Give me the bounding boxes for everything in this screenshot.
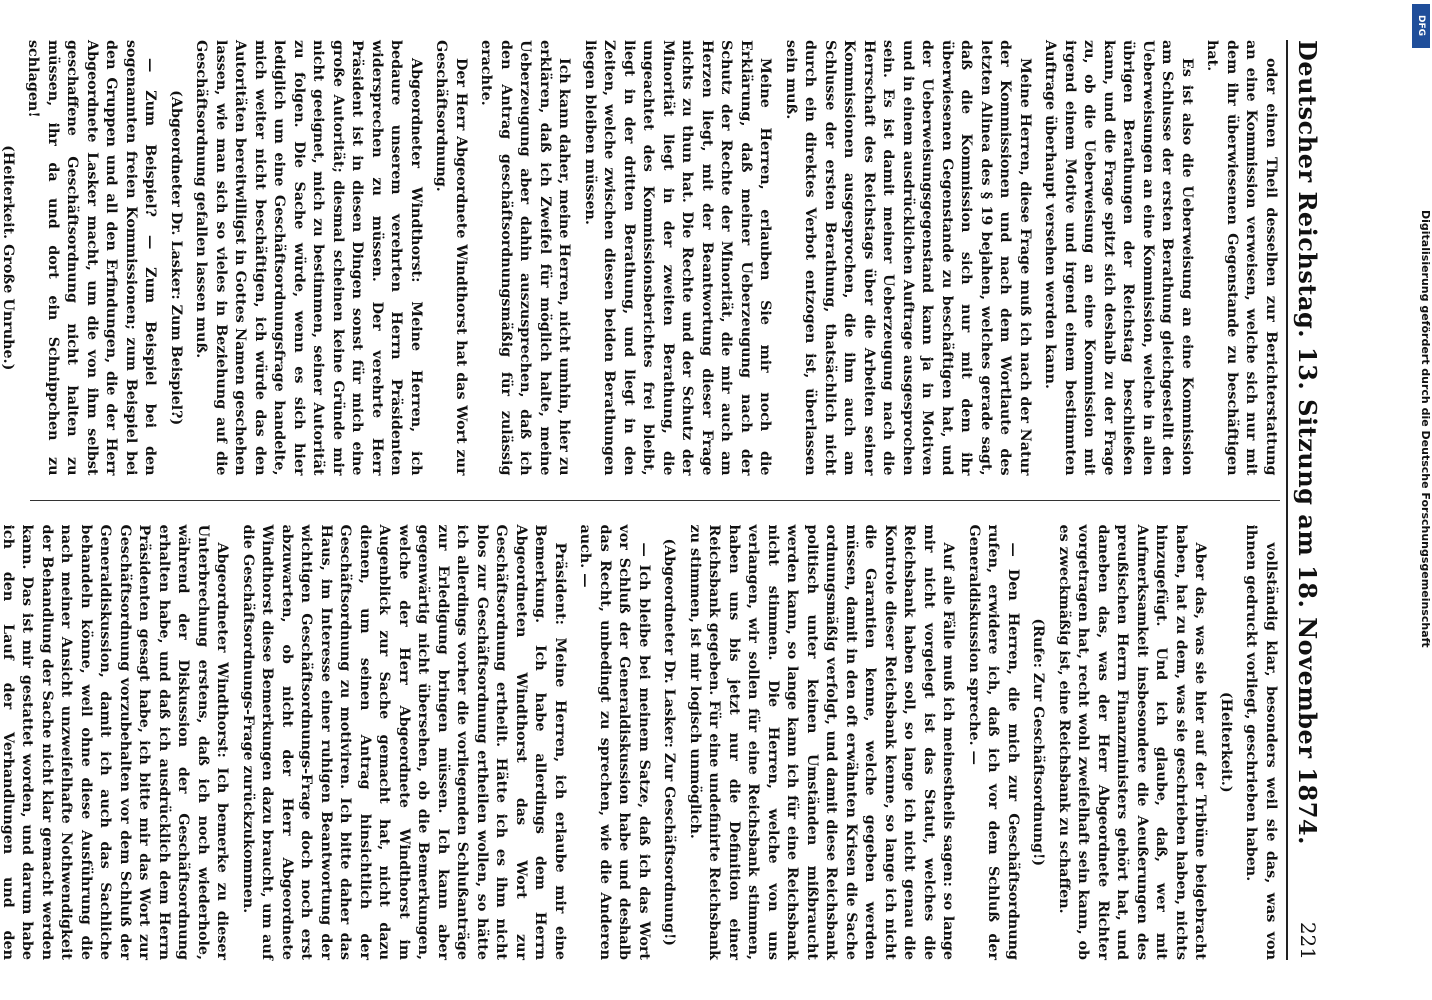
speaker-paragraph: Abgeordneter Windthorst: Ich bemerke zu dieser Unterbrechung erstens, daß ich noch wiederhole, während der Diskussion der Geschäftsordnung erhalten habe, und daß ich ausdrücklich dem Herrn Präsidenten gesagt habe, ich bitte mir das Wort zur Geschäftsordnung vorzubehalten vor dem Schluß der Generaldiskussion, damit ich auch das Sachliche behandeln könne, weil ohne diese Ausführung die nach meiner Ansicht unzweifelhafte Nothwendigkeit der Behandlung der Sache nicht klar gemacht werden kann. Das ist mir gestattet worden, und darum habe ich den Lauf der Verhandlungen und den xyxy=(0,524,231,960)
paragraph: vollständig klar, besonders weil sie das, was von ihnen gedruckt vorliegt, geschrieben haben. xyxy=(1243,524,1279,960)
page-header xyxy=(1286,40,1328,960)
paragraph: oder einen Theil desselben zur Berichterstattung an eine Kommission verweisen, welche sich nur mit dem ihr überwiesenen Gegenstande zu beschäftigen hat. xyxy=(1204,40,1279,476)
speaker-paragraph: Präsident: Meine Herren, ich erlaube mir eine Bemerkung. Ich habe allerdings dem Herrn Abgeordneten Windthorst das Wort zur Geschäftsordnung ertheilt. Hätte ich es ihm nicht blos zur Geschäftsordnung ertheilen wollen, so hätte ich allerdings vorher die vorliegenden Schlußanträge zur Erledigung bringen müssen. Ich kann aber gegenwärtig nicht übersehen, ob die Bemerkungen, welche der Herr Abgeordnete Windthorst im Augenblick zur Sache gemacht hat, nicht dazu dienen, um seinen Antrag hinsichtlich der Geschäftsordnung zu motiviren. Ich bitte daher das Haus, im Interesse einer ruhigen Beantwortung der wichtigen Geschäftsordnungs-Frage doch noch erst abzuwarten, ob nicht der Herr Abgeordnete Windthorst diese Bemerkungen dazu braucht, um auf die Geschäftsordnungs-Frage zurückzukommen. xyxy=(240,524,568,960)
right-column xyxy=(0,524,1280,961)
paragraph: — Ich bleibe bei meinem Satze, daß ich das Wort vor Schluß der Generaldiskussion habe und deshalb das Recht, unbedingt zu sprechen, wie die Anderen auch. — xyxy=(577,524,652,960)
page-number: 221 xyxy=(1296,921,1320,960)
digitization-note-text: Digitalisierung gefördert durch die Deutsche Forschungsgemeinschaft xyxy=(1419,210,1432,648)
interjection: (Rufe: Zur Geschäftsordnung!) xyxy=(1030,618,1047,867)
page-title: Deutscher Reichstag. 13. Sitzung am 18. November 1874. xyxy=(1293,40,1323,845)
paragraph: Es ist also die Ueberweisung an eine Kommission am Schlusse der ersten Berathung gleichgestellt den Ueberweisungen an eine Kommission, welche in allen übrigen Berathungen der Reichstag beschließen kann, und die Frage spitzt sich deshalb zu der Frage zu, ob die Ueberweisung an eine Kommission mit irgend einem Motive und irgend einem bestimmten Auftrage überhaupt versehen werden kann. xyxy=(1042,40,1195,476)
paragraph: Aber das, was sie hier auf der Tribüne beigebracht haben, hat zu dem, was sie geschrieben haben, nichts hinzugefügt. Und ich glaube, daß, wer mit Aufmerksamkeit insbesondere die Aeußerungen des preußischen Herrn Finanzministers gehört hat, und daneben das, was der Herr Abgeordnete Richter vorgetragen hat, recht wohl zweifelhaft sein kann, ob es zweckmäßig ist, eine Reichsbank zu schaffen. xyxy=(1056,524,1209,960)
interjection: (Abgeordneter Dr. Lasker: Zur Geschäftsordnung!) xyxy=(661,538,678,947)
paragraph: Auf alle Fälle muß ich meinestheils sagen: so lange mir nicht vorgelegt ist das Statut, welches die Reichsbank haben soll, so lange ich nicht genau die Kontrole dieser Reichsbank kenne, so lange ich nicht die Garantien kenne, welche gegeben werden müssen, damit in den oft erwähnten Krisen die Sache ordnungsmäßig verfolgt, und damit diese Reichsbank politisch unter keinen Umständen mißbraucht werden kann, so lange kann ich für eine Reichsbank nicht stimmen. Die Herren, welche von uns verlangen, wir sollen für eine Reichsbank stimmen, haben uns bis jetzt nur die Definition einer Reichsbank gegeben. Für eine undefinirte Reichsbank zu stimmen, ist mir logisch unmöglich. xyxy=(687,524,957,960)
paragraph: Ich kann daher, meine Herren, nicht umhin, hier zu erklären, daß ich Zweifel für möglich halte, meine Ueberzeugung aber dahin auszusprechen, daß ich den Antrag geschäftsordnungsmäßig für zulässig erachte. xyxy=(478,40,573,476)
paragraph: Meine Herren, diese Frage muß ich nach der Natur der Kommissionen und nach dem Wortlaute des letzten Alinea des § 19 bejahen, welches gerade sagt, daß die Kommission sich nur mit dem ihr überwiesenen Gegenstande zu beschäftigen hat, und der Ueberweisungsgegenstand kann ja in Motiven und in einem ausdrücklichen Auftrage ausgesprochen sein. Es ist damit meiner Ueberzeugung nach die Herrschaft des Reichstags über die Arbeiten seiner Kommissionen ausgesprochen, die ihm auch am Schlusse der ersten Berathung, thatsächlich nicht durch ein direktes Verbot entzogen ist, überlassen sein muß. xyxy=(783,40,1033,476)
paragraph: — Zum Beispiel? — Zum Beispiel bei den sogenannten freien Kommissionen; zum Beispiel bei den Gruppen und all den Erfindungen, die der Herr Abgeordnete Lasker macht, um die von ihm selbst geschaffene Geschäftsordnung nicht halten zu müssen, ihr da und dort ein Schnippchen zu schlagen! xyxy=(25,40,159,476)
interjection: (Heiterkeit. Große Unruhe.) xyxy=(0,145,16,371)
paragraph: — Den Herren, die mich zur Geschäftsordnung rufen, erwidere ich, daß ich vor dem Schluß der Generaldiskussion spreche. — xyxy=(966,524,1021,960)
column-divider xyxy=(30,500,1280,501)
left-column xyxy=(0,40,1280,476)
text-columns xyxy=(0,40,1280,960)
dfg-badge: DFG xyxy=(1412,4,1430,48)
interjection: (Heiterkeit.) xyxy=(1218,691,1234,793)
paragraph: Meine Herren, erlauben Sie mir noch die Erklärung, daß meiner Ueberzeugung nach der Schutz der Rechte der Minorität, die mir auch am Herzen liegt, mit der Beantwortung dieser Frage nichts zu thun hat. Die Rechte und der Schutz der Minorität liegt in der zweiten Berathung, die ungeachtet des Kommissionsberichtes frei bleibt, liegt in der dritten Berathung, und liegt in den Zeiten, welche zwischen diesen beiden Berathungen liegen bleiben müssen. xyxy=(582,40,774,476)
interjection: (Abgeordneter Dr. Lasker: Zum Beispiel?) xyxy=(168,90,184,426)
speaker-paragraph: Abgeordneter Windthorst: Meine Herren, ich bedaure unserem verehrten Herrn Präsidenten widersprechen zu müssen. Der verehrte Herr Präsident ist in diesen Dingen sonst für mich eine große Autorität; diesmal scheinen keine Gründe mir nicht geeignet, mich zu bestimmen, seiner Autorität zu folgen. Die Sache würde, wenn es sich hier lediglich um eine Geschäftsordnungsfrage handelte, mich weiter nicht beschäftigen, ich würde das den Autoritäten bereitwilligst in Gottes Namen geschehen lassen, wie man sich so vieles in Beziehung auf die Geschäftsordnung gefallen lassen muß. xyxy=(193,40,424,476)
digitization-note xyxy=(1398,0,1432,1000)
paragraph: Der Herr Abgeordnete Windthorst hat das Wort zur Geschäftsordnung. xyxy=(433,40,469,476)
